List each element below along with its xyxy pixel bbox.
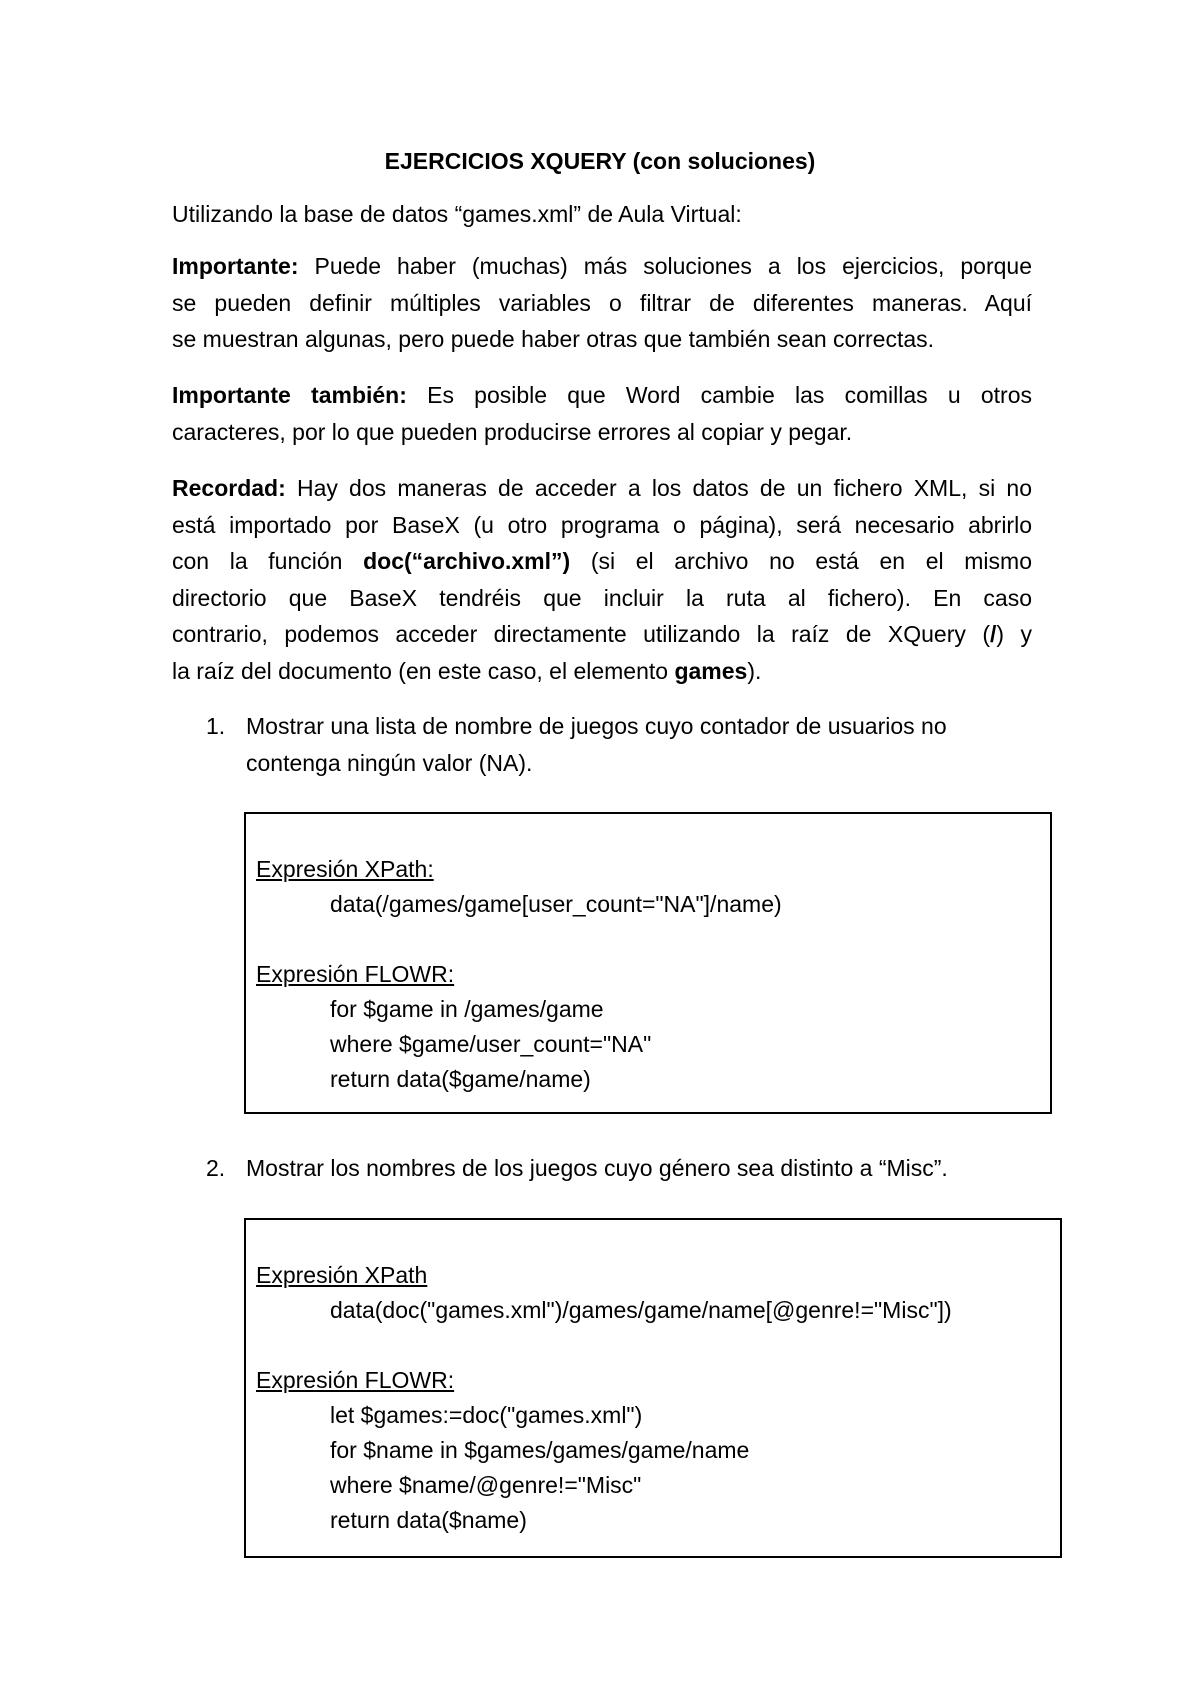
flowr-code: return data($game/name): [330, 1066, 591, 1092]
xpath-code: data(/games/game[user_count="NA"]/name): [330, 891, 782, 917]
remember-line: Hay dos maneras de acceder a los datos de un fichero XML, si no: [285, 475, 1032, 501]
intro-paragraph: [172, 196, 1032, 233]
exercise-line: contenga ningún valor (NA).: [246, 749, 533, 776]
doc-function: doc(“archivo.xml”): [363, 548, 571, 574]
flowr-code: where $name/@genre!="Misc": [330, 1472, 642, 1498]
solution-box: [244, 1218, 1062, 1558]
exercise-text: [246, 708, 1046, 781]
exercise-text: [246, 1150, 1046, 1187]
remember-paragraph: [172, 470, 1032, 689]
remember-line: directorio que BaseX tendréis que incluir la ruta al fichero). En caso: [172, 584, 1032, 611]
important-line: Puede haber (muchas) más soluciones a los ejercicios, porque: [298, 253, 1032, 279]
remember-line: (si el archivo no está en el mismo: [570, 548, 1032, 574]
games-element: games: [674, 657, 748, 684]
remember-line: está importado por BaseX (u otro programa o página), será necesario abrirlo: [172, 511, 1032, 538]
solution-box: [244, 812, 1052, 1114]
important-also-paragraph: [172, 377, 1032, 450]
flowr-code: let $games:=doc("games.xml"): [330, 1402, 643, 1428]
important-also-label: Importante también:: [172, 382, 407, 408]
remember-label: Recordad:: [172, 475, 286, 501]
intro-text: Utilizando la base de datos “games.xml” de Aula Virtual:: [172, 201, 742, 227]
exercise-number: 2.: [206, 1155, 226, 1181]
important-also-line: Es posible que Word cambie las comillas u otros: [406, 382, 1032, 408]
root-symbol: /: [989, 621, 997, 647]
flowr-code: where $game/user_count="NA": [330, 1031, 652, 1057]
xpath-label: Expresión XPath: [256, 1262, 428, 1288]
xpath-label: Expresión XPath:: [256, 856, 434, 882]
exercise-line: Mostrar los nombres de los juegos cuyo género sea distinto a “Misc”.: [246, 1155, 948, 1181]
important-also-line: caracteres, por lo que pueden producirse errores al copiar y pegar.: [172, 418, 853, 445]
exercise-line: Mostrar una lista de nombre de juegos cuyo contador de usuarios no: [246, 713, 947, 739]
flowr-label: Expresión FLOWR:: [256, 961, 455, 987]
remember-line: contrario, podemos acceder directamente utilizando la raíz de XQuery (: [172, 621, 990, 647]
page-title: EJERCICIOS XQUERY (con soluciones): [384, 148, 816, 174]
important-line: se pueden definir múltiples variables o filtrar de diferentes maneras. Aquí: [172, 289, 1032, 316]
important-paragraph: [172, 248, 1032, 358]
flowr-label: Expresión FLOWR:: [256, 1367, 455, 1393]
remember-line: la raíz del documento (en este caso, el elemento: [172, 657, 675, 684]
remember-line: ) y: [996, 621, 1032, 647]
flowr-code: return data($name): [330, 1507, 527, 1533]
remember-line: ).: [747, 657, 762, 684]
remember-line: con la función: [172, 548, 364, 574]
exercise-number: 1.: [206, 713, 226, 739]
flowr-code: for $name in $games/games/game/name: [330, 1437, 750, 1463]
important-label: Importante:: [172, 253, 299, 279]
important-line: se muestran algunas, pero puede haber otras que también sean correctas.: [172, 326, 935, 352]
xpath-code: data(doc("games.xml")/games/game/name[@genre!="Misc"]): [330, 1297, 952, 1323]
flowr-code: for $game in /games/game: [330, 996, 604, 1022]
